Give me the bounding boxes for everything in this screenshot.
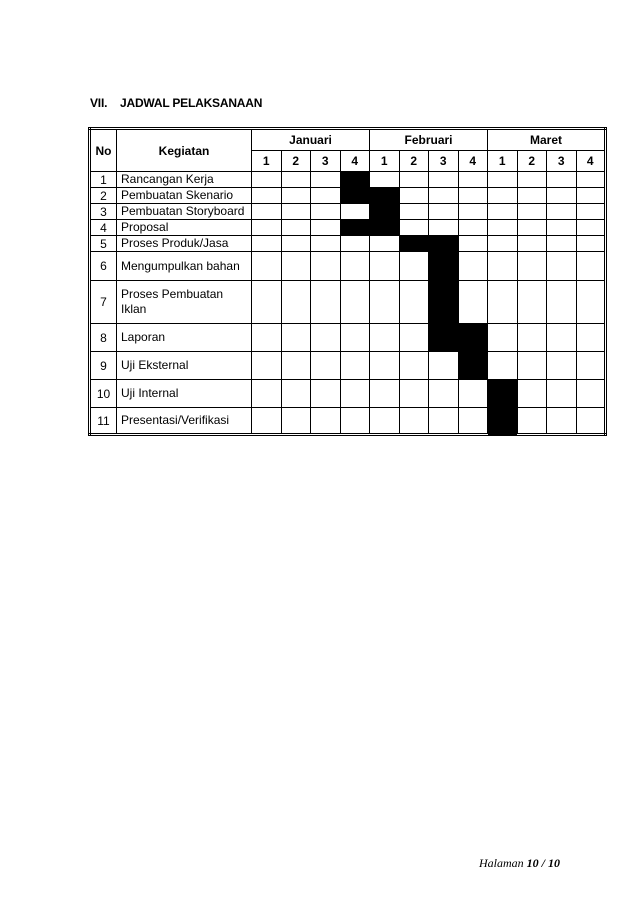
schedule-cell-empty	[458, 236, 488, 252]
schedule-cell-filled	[370, 204, 400, 220]
schedule-cell-empty	[488, 281, 518, 324]
schedule-cell-empty	[517, 172, 547, 188]
schedule-cell-empty	[340, 252, 370, 281]
schedule-cell-empty	[517, 352, 547, 380]
schedule-cell-empty	[370, 352, 400, 380]
schedule-cell-empty	[399, 220, 429, 236]
header-week: 4	[458, 151, 488, 172]
schedule-cell-empty	[458, 408, 488, 435]
schedule-cell-empty	[311, 408, 341, 435]
schedule-cell-empty	[399, 172, 429, 188]
schedule-cell-empty	[370, 380, 400, 408]
schedule-cell-empty	[547, 281, 577, 324]
schedule-cell-filled	[370, 220, 400, 236]
schedule-cell-empty	[547, 380, 577, 408]
schedule-cell-empty	[399, 324, 429, 352]
header-week: 2	[517, 151, 547, 172]
table-row	[90, 204, 606, 220]
schedule-cell-empty	[429, 380, 459, 408]
schedule-cell-empty	[517, 408, 547, 435]
schedule-cell-empty	[281, 281, 311, 324]
schedule-cell-empty	[458, 220, 488, 236]
schedule-cell-empty	[488, 220, 518, 236]
schedule-cell-empty	[547, 252, 577, 281]
table-row	[90, 324, 606, 352]
table-row	[90, 408, 606, 435]
table-row	[90, 220, 606, 236]
schedule-cell-filled	[429, 236, 459, 252]
schedule-cell-filled	[370, 188, 400, 204]
schedule-cell-empty	[547, 408, 577, 435]
row-number: 11	[90, 408, 117, 435]
schedule-cell-empty	[399, 408, 429, 435]
header-months-row	[90, 129, 606, 151]
schedule-cell-empty	[517, 380, 547, 408]
schedule-cell-empty	[399, 188, 429, 204]
row-number: 1	[90, 172, 117, 188]
schedule-cell-empty	[458, 252, 488, 281]
schedule-body	[90, 172, 606, 435]
footer-prefix: Halaman	[478, 856, 527, 870]
schedule-cell-empty	[547, 352, 577, 380]
schedule-cell-empty	[399, 204, 429, 220]
schedule-cell-empty	[488, 324, 518, 352]
schedule-cell-empty	[340, 236, 370, 252]
schedule-cell-empty	[488, 352, 518, 380]
schedule-cell-empty	[488, 172, 518, 188]
schedule-cell-empty	[429, 188, 459, 204]
schedule-cell-filled	[429, 324, 459, 352]
header-week: 1	[370, 151, 400, 172]
schedule-cell-filled	[340, 188, 370, 204]
schedule-cell-empty	[340, 352, 370, 380]
header-week: 1	[252, 151, 282, 172]
schedule-cell-empty	[311, 324, 341, 352]
schedule-cell-empty	[547, 324, 577, 352]
schedule-cell-empty	[252, 188, 282, 204]
schedule-cell-empty	[311, 188, 341, 204]
schedule-cell-empty	[458, 172, 488, 188]
schedule-cell-empty	[488, 236, 518, 252]
row-number: 7	[90, 281, 117, 324]
row-number: 8	[90, 324, 117, 352]
header-no: No	[90, 129, 117, 172]
header-week: 2	[281, 151, 311, 172]
table-row	[90, 172, 606, 188]
table-row	[90, 380, 606, 408]
header-week: 4	[340, 151, 370, 172]
section-title: JADWAL PELAKSANAAN	[120, 96, 263, 110]
schedule-cell-empty	[576, 408, 606, 435]
footer-page-number: 10 / 10	[526, 856, 560, 870]
schedule-cell-filled	[429, 252, 459, 281]
schedule-cell-empty	[311, 380, 341, 408]
table-row	[90, 281, 606, 324]
schedule-cell-empty	[281, 252, 311, 281]
row-number: 5	[90, 236, 117, 252]
header-week: 3	[311, 151, 341, 172]
row-activity: Rancangan Kerja	[117, 172, 252, 188]
schedule-cell-empty	[429, 352, 459, 380]
section-number: VII.	[90, 96, 108, 110]
schedule-cell-empty	[517, 236, 547, 252]
schedule-cell-empty	[252, 252, 282, 281]
schedule-cell-empty	[517, 252, 547, 281]
schedule-cell-empty	[281, 188, 311, 204]
schedule-cell-empty	[252, 204, 282, 220]
schedule-cell-empty	[576, 220, 606, 236]
schedule-cell-filled	[458, 324, 488, 352]
schedule-cell-empty	[547, 204, 577, 220]
header-month: Januari	[252, 129, 370, 151]
schedule-cell-empty	[252, 172, 282, 188]
schedule-cell-empty	[281, 352, 311, 380]
schedule-cell-empty	[517, 324, 547, 352]
schedule-cell-empty	[370, 172, 400, 188]
row-activity: Pembuatan Skenario	[117, 188, 252, 204]
schedule-cell-empty	[429, 172, 459, 188]
schedule-cell-empty	[281, 204, 311, 220]
schedule-cell-empty	[281, 324, 311, 352]
schedule-cell-filled	[458, 352, 488, 380]
row-activity: Uji Internal	[117, 380, 252, 408]
header-activity: Kegiatan	[117, 129, 252, 172]
row-activity: Proses Pembuatan Iklan	[117, 281, 252, 324]
row-number: 4	[90, 220, 117, 236]
schedule-cell-empty	[517, 220, 547, 236]
schedule-cell-filled	[488, 380, 518, 408]
schedule-cell-empty	[488, 252, 518, 281]
row-activity: Pembuatan Storyboard	[117, 204, 252, 220]
schedule-cell-empty	[252, 380, 282, 408]
schedule-cell-empty	[281, 172, 311, 188]
schedule-cell-filled	[399, 236, 429, 252]
schedule-cell-empty	[458, 204, 488, 220]
schedule-cell-empty	[399, 281, 429, 324]
schedule-cell-empty	[281, 380, 311, 408]
schedule-cell-empty	[252, 281, 282, 324]
schedule-table	[88, 127, 607, 436]
row-activity: Proses Produk/Jasa	[117, 236, 252, 252]
schedule-cell-empty	[340, 408, 370, 435]
schedule-cell-empty	[311, 204, 341, 220]
schedule-cell-empty	[340, 380, 370, 408]
row-number: 10	[90, 380, 117, 408]
schedule-cell-empty	[252, 236, 282, 252]
schedule-cell-empty	[517, 188, 547, 204]
schedule-cell-empty	[340, 324, 370, 352]
schedule-cell-filled	[488, 408, 518, 435]
schedule-cell-empty	[370, 281, 400, 324]
schedule-cell-empty	[281, 220, 311, 236]
schedule-cell-empty	[488, 188, 518, 204]
schedule-cell-empty	[576, 324, 606, 352]
schedule-cell-empty	[281, 236, 311, 252]
schedule-cell-empty	[429, 408, 459, 435]
schedule-cell-empty	[576, 236, 606, 252]
schedule-cell-empty	[311, 252, 341, 281]
schedule-cell-empty	[458, 188, 488, 204]
table-row	[90, 188, 606, 204]
schedule-cell-empty	[429, 220, 459, 236]
schedule-cell-empty	[311, 352, 341, 380]
schedule-cell-empty	[576, 252, 606, 281]
schedule-cell-empty	[340, 281, 370, 324]
schedule-cell-empty	[517, 281, 547, 324]
schedule-cell-filled	[429, 281, 459, 324]
schedule-cell-empty	[370, 236, 400, 252]
schedule-cell-empty	[370, 408, 400, 435]
header-month: Maret	[488, 129, 606, 151]
header-week: 3	[429, 151, 459, 172]
row-number: 2	[90, 188, 117, 204]
table-row	[90, 236, 606, 252]
schedule-cell-empty	[311, 281, 341, 324]
header-week: 2	[399, 151, 429, 172]
schedule-cell-empty	[547, 236, 577, 252]
schedule-cell-empty	[252, 220, 282, 236]
schedule-cell-empty	[488, 204, 518, 220]
schedule-cell-empty	[311, 236, 341, 252]
header-week: 3	[547, 151, 577, 172]
schedule-cell-empty	[576, 204, 606, 220]
schedule-cell-empty	[576, 352, 606, 380]
schedule-cell-empty	[399, 380, 429, 408]
schedule-cell-empty	[547, 220, 577, 236]
row-activity: Mengumpulkan bahan	[117, 252, 252, 281]
schedule-cell-filled	[340, 172, 370, 188]
schedule-cell-empty	[429, 204, 459, 220]
row-activity: Laporan	[117, 324, 252, 352]
schedule-cell-empty	[370, 324, 400, 352]
page-footer	[479, 856, 560, 871]
section-heading	[90, 96, 262, 110]
schedule-cell-empty	[458, 380, 488, 408]
schedule-cell-empty	[547, 172, 577, 188]
schedule-cell-empty	[311, 220, 341, 236]
schedule-cell-empty	[252, 352, 282, 380]
schedule-cell-empty	[458, 281, 488, 324]
header-week: 1	[488, 151, 518, 172]
row-number: 3	[90, 204, 117, 220]
header-week: 4	[576, 151, 606, 172]
row-activity: Uji Eksternal	[117, 352, 252, 380]
schedule-cell-empty	[576, 380, 606, 408]
table-row	[90, 252, 606, 281]
schedule-cell-empty	[399, 352, 429, 380]
schedule-cell-empty	[252, 408, 282, 435]
schedule-cell-empty	[547, 188, 577, 204]
row-number: 6	[90, 252, 117, 281]
header-month: Februari	[370, 129, 488, 151]
schedule-cell-empty	[281, 408, 311, 435]
schedule-cell-empty	[576, 188, 606, 204]
schedule-cell-empty	[576, 281, 606, 324]
table-row	[90, 352, 606, 380]
row-activity: Presentasi/Verifikasi	[117, 408, 252, 435]
schedule-cell-empty	[252, 324, 282, 352]
schedule-cell-empty	[517, 204, 547, 220]
schedule-cell-empty	[370, 252, 400, 281]
schedule-cell-empty	[399, 252, 429, 281]
row-activity: Proposal	[117, 220, 252, 236]
schedule-cell-filled	[340, 220, 370, 236]
schedule-cell-empty	[340, 204, 370, 220]
schedule-cell-empty	[311, 172, 341, 188]
row-number: 9	[90, 352, 117, 380]
schedule-cell-empty	[576, 172, 606, 188]
